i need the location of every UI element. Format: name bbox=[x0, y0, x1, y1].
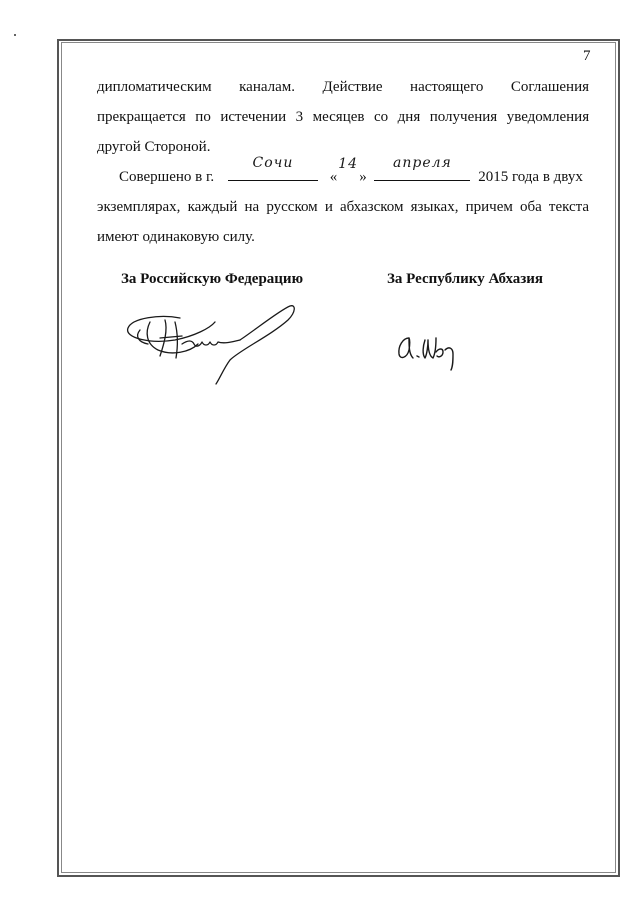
word: в bbox=[542, 169, 550, 185]
word: каждый bbox=[187, 199, 238, 215]
word: со bbox=[373, 109, 389, 125]
scan-speck bbox=[14, 34, 16, 36]
paragraph1-line3: другой Стороной. bbox=[97, 139, 211, 155]
word: и bbox=[324, 199, 333, 215]
day-blank bbox=[337, 156, 359, 181]
month-blank bbox=[374, 155, 470, 181]
signature-abkhazia bbox=[395, 328, 465, 373]
city-blank bbox=[228, 155, 318, 181]
word: уведомления bbox=[506, 109, 590, 125]
signed-in-text: Совершено в г. bbox=[119, 169, 215, 185]
paragraph-signing bbox=[97, 155, 590, 252]
word: 3 месяцев bbox=[295, 109, 365, 125]
paragraph1-line2 bbox=[97, 102, 589, 132]
word: абхазском bbox=[339, 199, 404, 215]
word: дня bbox=[397, 109, 421, 125]
paragraph1-line1 bbox=[97, 72, 589, 102]
month-handwritten: апреля bbox=[393, 155, 452, 171]
word: года bbox=[511, 169, 540, 185]
signature-russia bbox=[120, 300, 300, 390]
word: на bbox=[244, 199, 260, 215]
word: оба bbox=[519, 199, 542, 215]
word: прекращается bbox=[97, 109, 186, 125]
word: языках, bbox=[410, 199, 459, 215]
word: каналам. bbox=[239, 79, 296, 95]
close-quote: » bbox=[359, 169, 367, 185]
signatory-label-russia: За Российскую Федерацию bbox=[121, 271, 304, 287]
open-quote: « bbox=[329, 169, 338, 185]
word: причем bbox=[465, 199, 513, 215]
paragraph2-line3: имеют одинаковую силу. bbox=[97, 229, 255, 245]
word: двух bbox=[553, 169, 583, 185]
signatory-label-abkhazia: За Республику Абхазия bbox=[387, 271, 544, 287]
page-number: 7 bbox=[583, 48, 591, 64]
paragraph2-line1 bbox=[97, 155, 589, 192]
day-handwritten: 14 bbox=[338, 156, 359, 172]
word: дипломатическим bbox=[97, 79, 212, 95]
word: экземплярах, bbox=[97, 199, 181, 215]
paragraph2-line2 bbox=[97, 192, 589, 222]
word: по bbox=[195, 109, 211, 125]
word: 2015 bbox=[478, 169, 509, 185]
word: русском bbox=[266, 199, 318, 215]
word: текста bbox=[548, 199, 590, 215]
word: истечении bbox=[220, 109, 287, 125]
city-handwritten: Сочи bbox=[252, 155, 294, 171]
word: получения bbox=[429, 109, 498, 125]
word: Соглашения bbox=[510, 79, 590, 95]
word: Действие bbox=[322, 79, 383, 95]
word: настоящего bbox=[410, 79, 484, 95]
